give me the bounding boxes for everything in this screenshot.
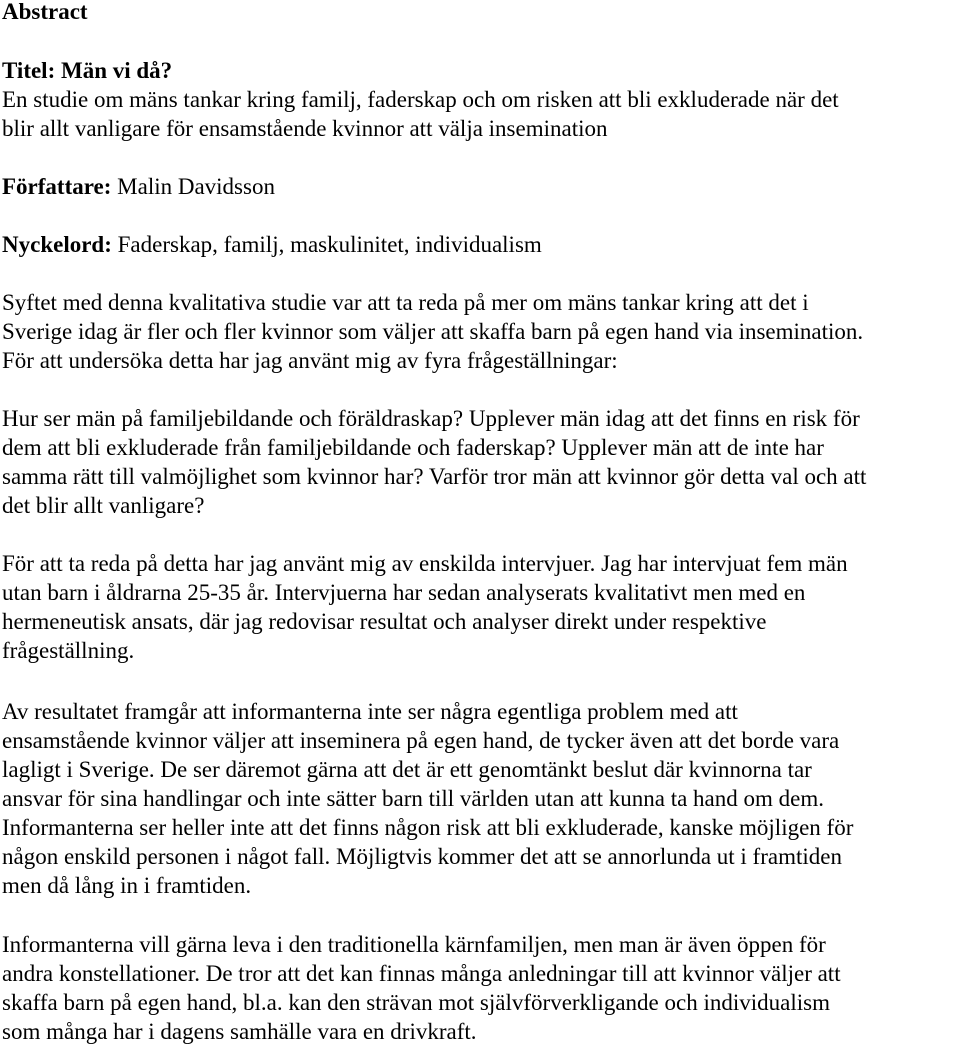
paragraph-line: samma rätt till valmöjlighet som kvinnor har? Varför tror män att kvinnor gör detta val och att bbox=[2, 464, 867, 489]
subtitle-line: En studie om mäns tankar kring familj, faderskap och om risken att bli exkluderade när det bbox=[2, 87, 839, 112]
paragraph-line: Informanterna vill gärna leva i den traditionella kärnfamiljen, men man är även öppen för bbox=[2, 932, 826, 957]
paragraph-line: Sverige idag är fler och fler kvinnor som väljer att skaffa barn på egen hand via insemination. bbox=[2, 319, 864, 344]
paragraph-line: ansvar för sina handlingar och inte sätter barn till världen utan att kunna ta hand om dem. bbox=[2, 786, 824, 811]
subtitle-line: blir allt vanligare för ensamstående kvinnor att välja insemination bbox=[2, 116, 608, 141]
paragraph-conclusion bbox=[2, 930, 958, 1046]
title-label: Titel: bbox=[2, 58, 56, 83]
paragraph-method bbox=[2, 549, 958, 665]
paragraph-line: För att ta reda på detta har jag använt mig av enskilda intervjuer. Jag har intervjuat fem män bbox=[2, 551, 848, 576]
paragraph-line: Av resultatet framgår att informanterna inte ser några egentliga problem med att bbox=[2, 699, 738, 724]
author-label: Författare: bbox=[2, 174, 112, 199]
author-line bbox=[2, 172, 275, 201]
title-line bbox=[2, 56, 172, 85]
paragraph-purpose bbox=[2, 288, 958, 375]
subtitle bbox=[2, 85, 958, 143]
paragraph-line: För att undersöka detta har jag använt mig av fyra frågeställningar: bbox=[2, 348, 618, 373]
keywords-line bbox=[2, 230, 542, 259]
paragraph-line: hermeneutisk ansats, där jag redovisar resultat och analyser direkt under respektive bbox=[2, 609, 767, 634]
title-value: Män vi då? bbox=[60, 58, 173, 83]
paragraph-line: frågeställning. bbox=[2, 638, 135, 663]
keywords-label: Nyckelord: bbox=[2, 232, 112, 257]
keywords-value: Faderskap, familj, maskulinitet, individualism bbox=[117, 232, 542, 257]
paragraph-line: ensamstående kvinnor väljer att inseminera på egen hand, de tycker även att det borde vara bbox=[2, 728, 840, 753]
paragraph-line: Hur ser män på familjebildande och föräldraskap? Upplever män idag att det finns en risk för bbox=[2, 406, 860, 431]
paragraph-line: lagligt i Sverige. De ser däremot gärna att det är ett genomtänkt beslut där kvinnorna tar bbox=[2, 757, 812, 782]
paragraph-line: som många har i dagens samhälle vara en drivkraft. bbox=[2, 1019, 477, 1044]
paragraph-questions bbox=[2, 404, 958, 520]
paragraph-line: utan barn i åldrarna 25-35 år. Intervjuerna har sedan analyserats kvalitativt men med en bbox=[2, 580, 806, 605]
paragraph-line: någon enskild personen i något fall. Möjligtvis kommer det att se annorlunda ut i framtiden bbox=[2, 844, 842, 869]
paragraph-line: andra konstellationer. De tror att det kan finnas många anledningar till att kvinnor väljer att bbox=[2, 961, 841, 986]
paragraph-line: dem att bli exkluderade från familjebildande och faderskap? Upplever män att de inte har bbox=[2, 435, 824, 460]
paragraph-line: men då lång in i framtiden. bbox=[2, 873, 252, 898]
paragraph-line: det blir allt vanligare? bbox=[2, 493, 205, 518]
paragraph-line: skaffa barn på egen hand, bl.a. kan den strävan mot självförverkligande och individualism bbox=[2, 990, 830, 1015]
author-value: Malin Davidsson bbox=[117, 174, 275, 199]
abstract-heading: Abstract bbox=[2, 0, 88, 24]
paragraph-line: Informanterna ser heller inte att det finns någon risk att bli exkluderade, kanske möjligen för bbox=[2, 815, 854, 840]
paragraph-line: Syftet med denna kvalitativa studie var att ta reda på mer om mäns tankar kring att det i bbox=[2, 290, 809, 315]
paragraph-results bbox=[2, 697, 958, 900]
